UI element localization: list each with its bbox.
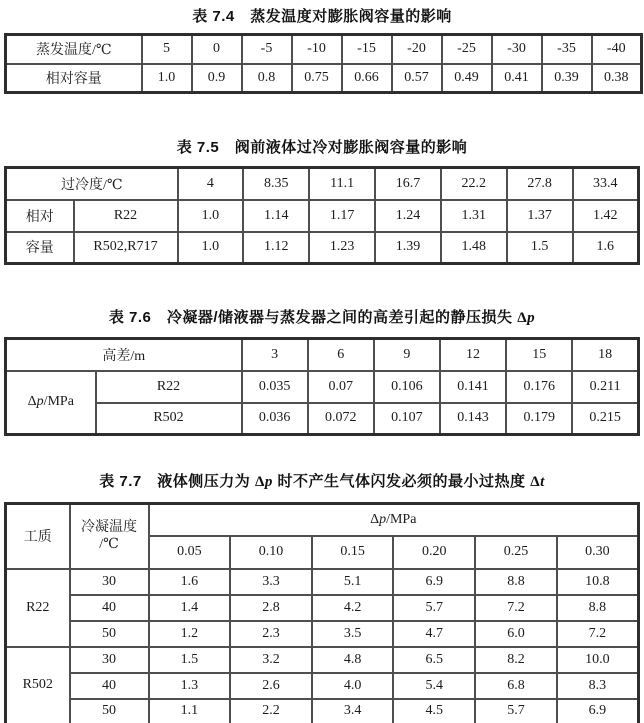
table-7-5-title: 表 7.5 阀前液体过冷对膨胀阀容量的影响	[176, 139, 468, 156]
table-cell: -15	[342, 35, 392, 64]
table-cell: 3.5	[312, 621, 394, 647]
pressure-variable: p	[264, 474, 273, 490]
table-cell: 7.2	[475, 595, 557, 621]
table-7-6-title	[4, 308, 640, 328]
table-cell: 1.0	[142, 64, 192, 93]
table-cell: 1.39	[375, 232, 441, 264]
row-header: 蒸发温度/℃	[6, 35, 142, 64]
row-header: 30	[70, 647, 149, 673]
table-cell: 2.2	[230, 699, 312, 723]
delta-symbol: Δ	[27, 394, 37, 410]
table-cell: 1.3	[149, 673, 231, 699]
table-cell: 0.176	[506, 371, 572, 403]
table-cell: 6.8	[475, 673, 557, 699]
span-header	[149, 504, 639, 536]
column-header: 27.8	[507, 168, 573, 200]
table-cell: 1.1	[149, 699, 231, 723]
row-header: 40	[70, 673, 149, 699]
table-cell: 0.143	[440, 403, 506, 435]
table-cell: 0.035	[242, 371, 308, 403]
row-header: R22	[74, 200, 178, 232]
column-header: 3	[242, 339, 308, 371]
table-cell: 5.7	[393, 595, 475, 621]
pressure-variable: p	[36, 394, 44, 410]
table-cell: -40	[592, 35, 642, 64]
table-row	[6, 232, 639, 264]
corner-header-condensing-temp	[70, 504, 149, 569]
table-7-4	[4, 33, 643, 94]
column-header: 0.25	[475, 536, 557, 569]
column-header: 6	[308, 339, 374, 371]
column-header: 0.05	[149, 536, 231, 569]
title-text: 表 7.6 冷凝器/储液器与蒸发器之间的高差引起的静压损失	[108, 309, 518, 326]
corner-header: 过冷度/℃	[6, 168, 178, 200]
table-cell: -35	[542, 35, 592, 64]
table-cell: 1.42	[573, 200, 639, 232]
table-cell: -20	[392, 35, 442, 64]
title-text: 表 7.7 液体侧压力为	[99, 473, 255, 490]
table-row	[6, 647, 639, 673]
table-cell: 0.211	[572, 371, 638, 403]
table-cell: 0.75	[292, 64, 342, 93]
column-header: 8.35	[243, 168, 309, 200]
table-cell: 10.0	[557, 647, 639, 673]
table-row	[6, 595, 639, 621]
table-cell: 6.0	[475, 621, 557, 647]
table-cell: 2.8	[230, 595, 312, 621]
table-cell: 3.3	[230, 569, 312, 595]
row-header: R502,R717	[74, 232, 178, 264]
column-header: 11.1	[309, 168, 375, 200]
delta-symbol: Δ	[370, 511, 380, 527]
table-row	[6, 339, 639, 371]
superheat-variable: t	[540, 474, 545, 490]
table-cell: 0.39	[542, 64, 592, 93]
table-cell: 1.48	[441, 232, 507, 264]
table-cell: 0.41	[492, 64, 542, 93]
table-cell: 4.8	[312, 647, 394, 673]
table-cell: 0.57	[392, 64, 442, 93]
table-row	[6, 699, 639, 723]
corner-header-refrigerant: 工质	[6, 504, 70, 569]
table-row	[6, 64, 642, 93]
table-cell: -5	[242, 35, 292, 64]
stub-header: 相对	[6, 200, 74, 232]
stub-header: 容量	[6, 232, 74, 264]
table-cell: 0.072	[308, 403, 374, 435]
row-header: 50	[70, 699, 149, 723]
row-group-header: R502	[6, 647, 70, 723]
table-cell: 1.6	[573, 232, 639, 264]
table-row	[6, 504, 639, 536]
table-7-7-title	[4, 472, 640, 492]
table-cell: 0	[192, 35, 242, 64]
table-cell: 8.8	[475, 569, 557, 595]
table-cell: 0.107	[374, 403, 440, 435]
table-cell: 8.2	[475, 647, 557, 673]
row-header: 相对容量	[6, 64, 142, 93]
column-header: 9	[374, 339, 440, 371]
table-cell: 0.215	[572, 403, 638, 435]
table-cell: 4.7	[393, 621, 475, 647]
row-header: 30	[70, 569, 149, 595]
table-cell: 1.17	[309, 200, 375, 232]
table-cell: 0.38	[592, 64, 642, 93]
table-cell: 0.106	[374, 371, 440, 403]
table-cell: 2.3	[230, 621, 312, 647]
table-cell: 1.0	[178, 232, 244, 264]
table-cell: 4.5	[393, 699, 475, 723]
table-cell: 1.6	[149, 569, 231, 595]
table-cell: -25	[442, 35, 492, 64]
table-cell: 7.2	[557, 621, 639, 647]
table-cell: 8.3	[557, 673, 639, 699]
table-cell: 0.179	[506, 403, 572, 435]
column-header: 33.4	[573, 168, 639, 200]
table-cell: 1.5	[507, 232, 573, 264]
table-cell: 0.8	[242, 64, 292, 93]
table-cell: 5	[142, 35, 192, 64]
column-header: 18	[572, 339, 638, 371]
table-7-7	[4, 502, 640, 723]
table-row	[6, 569, 639, 595]
header-line: 冷凝温度	[81, 520, 137, 536]
title-text: 时不产生气体闪发必须的最小过热度	[272, 473, 531, 490]
corner-header: 高差/m	[6, 339, 242, 371]
table-cell: 0.66	[342, 64, 392, 93]
column-header: 12	[440, 339, 506, 371]
table-cell: 6.9	[557, 699, 639, 723]
stub-header	[6, 371, 96, 435]
table-7-4-title: 表 7.4 蒸发温度对膨胀阀容量的影响	[192, 8, 452, 25]
table-cell: 0.49	[442, 64, 492, 93]
column-header: 0.15	[312, 536, 394, 569]
row-header: R502	[96, 403, 242, 435]
table-cell: 10.8	[557, 569, 639, 595]
table-cell: 1.2	[149, 621, 231, 647]
table-cell: 8.8	[557, 595, 639, 621]
table-cell: 4.2	[312, 595, 394, 621]
table-cell: 1.12	[243, 232, 309, 264]
column-header: 0.10	[230, 536, 312, 569]
table-row	[6, 371, 639, 403]
pressure-variable: p	[379, 511, 387, 527]
table-cell: 3.2	[230, 647, 312, 673]
unit-label: /MPa	[386, 511, 417, 527]
column-header: 4	[178, 168, 244, 200]
table-cell: 0.07	[308, 371, 374, 403]
column-header: 16.7	[375, 168, 441, 200]
table-cell: 6.9	[393, 569, 475, 595]
unit-label: /MPa	[43, 394, 74, 410]
table-cell: 5.7	[475, 699, 557, 723]
pressure-variable: p	[527, 310, 536, 326]
table-cell: -10	[292, 35, 342, 64]
table-row	[6, 200, 639, 232]
table-cell: 5.4	[393, 673, 475, 699]
table-cell: 1.14	[243, 200, 309, 232]
table-cell: 0.036	[242, 403, 308, 435]
table-row	[6, 35, 642, 64]
table-cell: 0.141	[440, 371, 506, 403]
row-header: R22	[96, 371, 242, 403]
table-row	[6, 168, 639, 200]
table-cell: 2.6	[230, 673, 312, 699]
delta-symbol: Δ	[517, 310, 528, 326]
row-header: 40	[70, 595, 149, 621]
table-7-5	[4, 166, 640, 265]
table-7-6	[4, 337, 640, 436]
table-cell: 0.9	[192, 64, 242, 93]
table-cell: 5.1	[312, 569, 394, 595]
delta-symbol: Δ	[254, 474, 265, 490]
table-cell: 1.5	[149, 647, 231, 673]
table-cell: 4.0	[312, 673, 394, 699]
delta-symbol: Δ	[530, 474, 541, 490]
column-header: 0.20	[393, 536, 475, 569]
table-cell: 1.37	[507, 200, 573, 232]
column-header: 22.2	[441, 168, 507, 200]
table-cell: 1.31	[441, 200, 507, 232]
column-header: 0.30	[557, 536, 639, 569]
row-group-header: R22	[6, 569, 70, 647]
row-header: 50	[70, 621, 149, 647]
header-line: /℃	[99, 537, 119, 553]
table-cell: 1.0	[178, 200, 244, 232]
table-row	[6, 673, 639, 699]
column-header: 15	[506, 339, 572, 371]
table-cell: 1.4	[149, 595, 231, 621]
table-cell: 1.24	[375, 200, 441, 232]
table-cell: 3.4	[312, 699, 394, 723]
table-row	[6, 621, 639, 647]
table-row	[6, 403, 639, 435]
table-cell: 1.23	[309, 232, 375, 264]
table-cell: 6.5	[393, 647, 475, 673]
table-cell: -30	[492, 35, 542, 64]
